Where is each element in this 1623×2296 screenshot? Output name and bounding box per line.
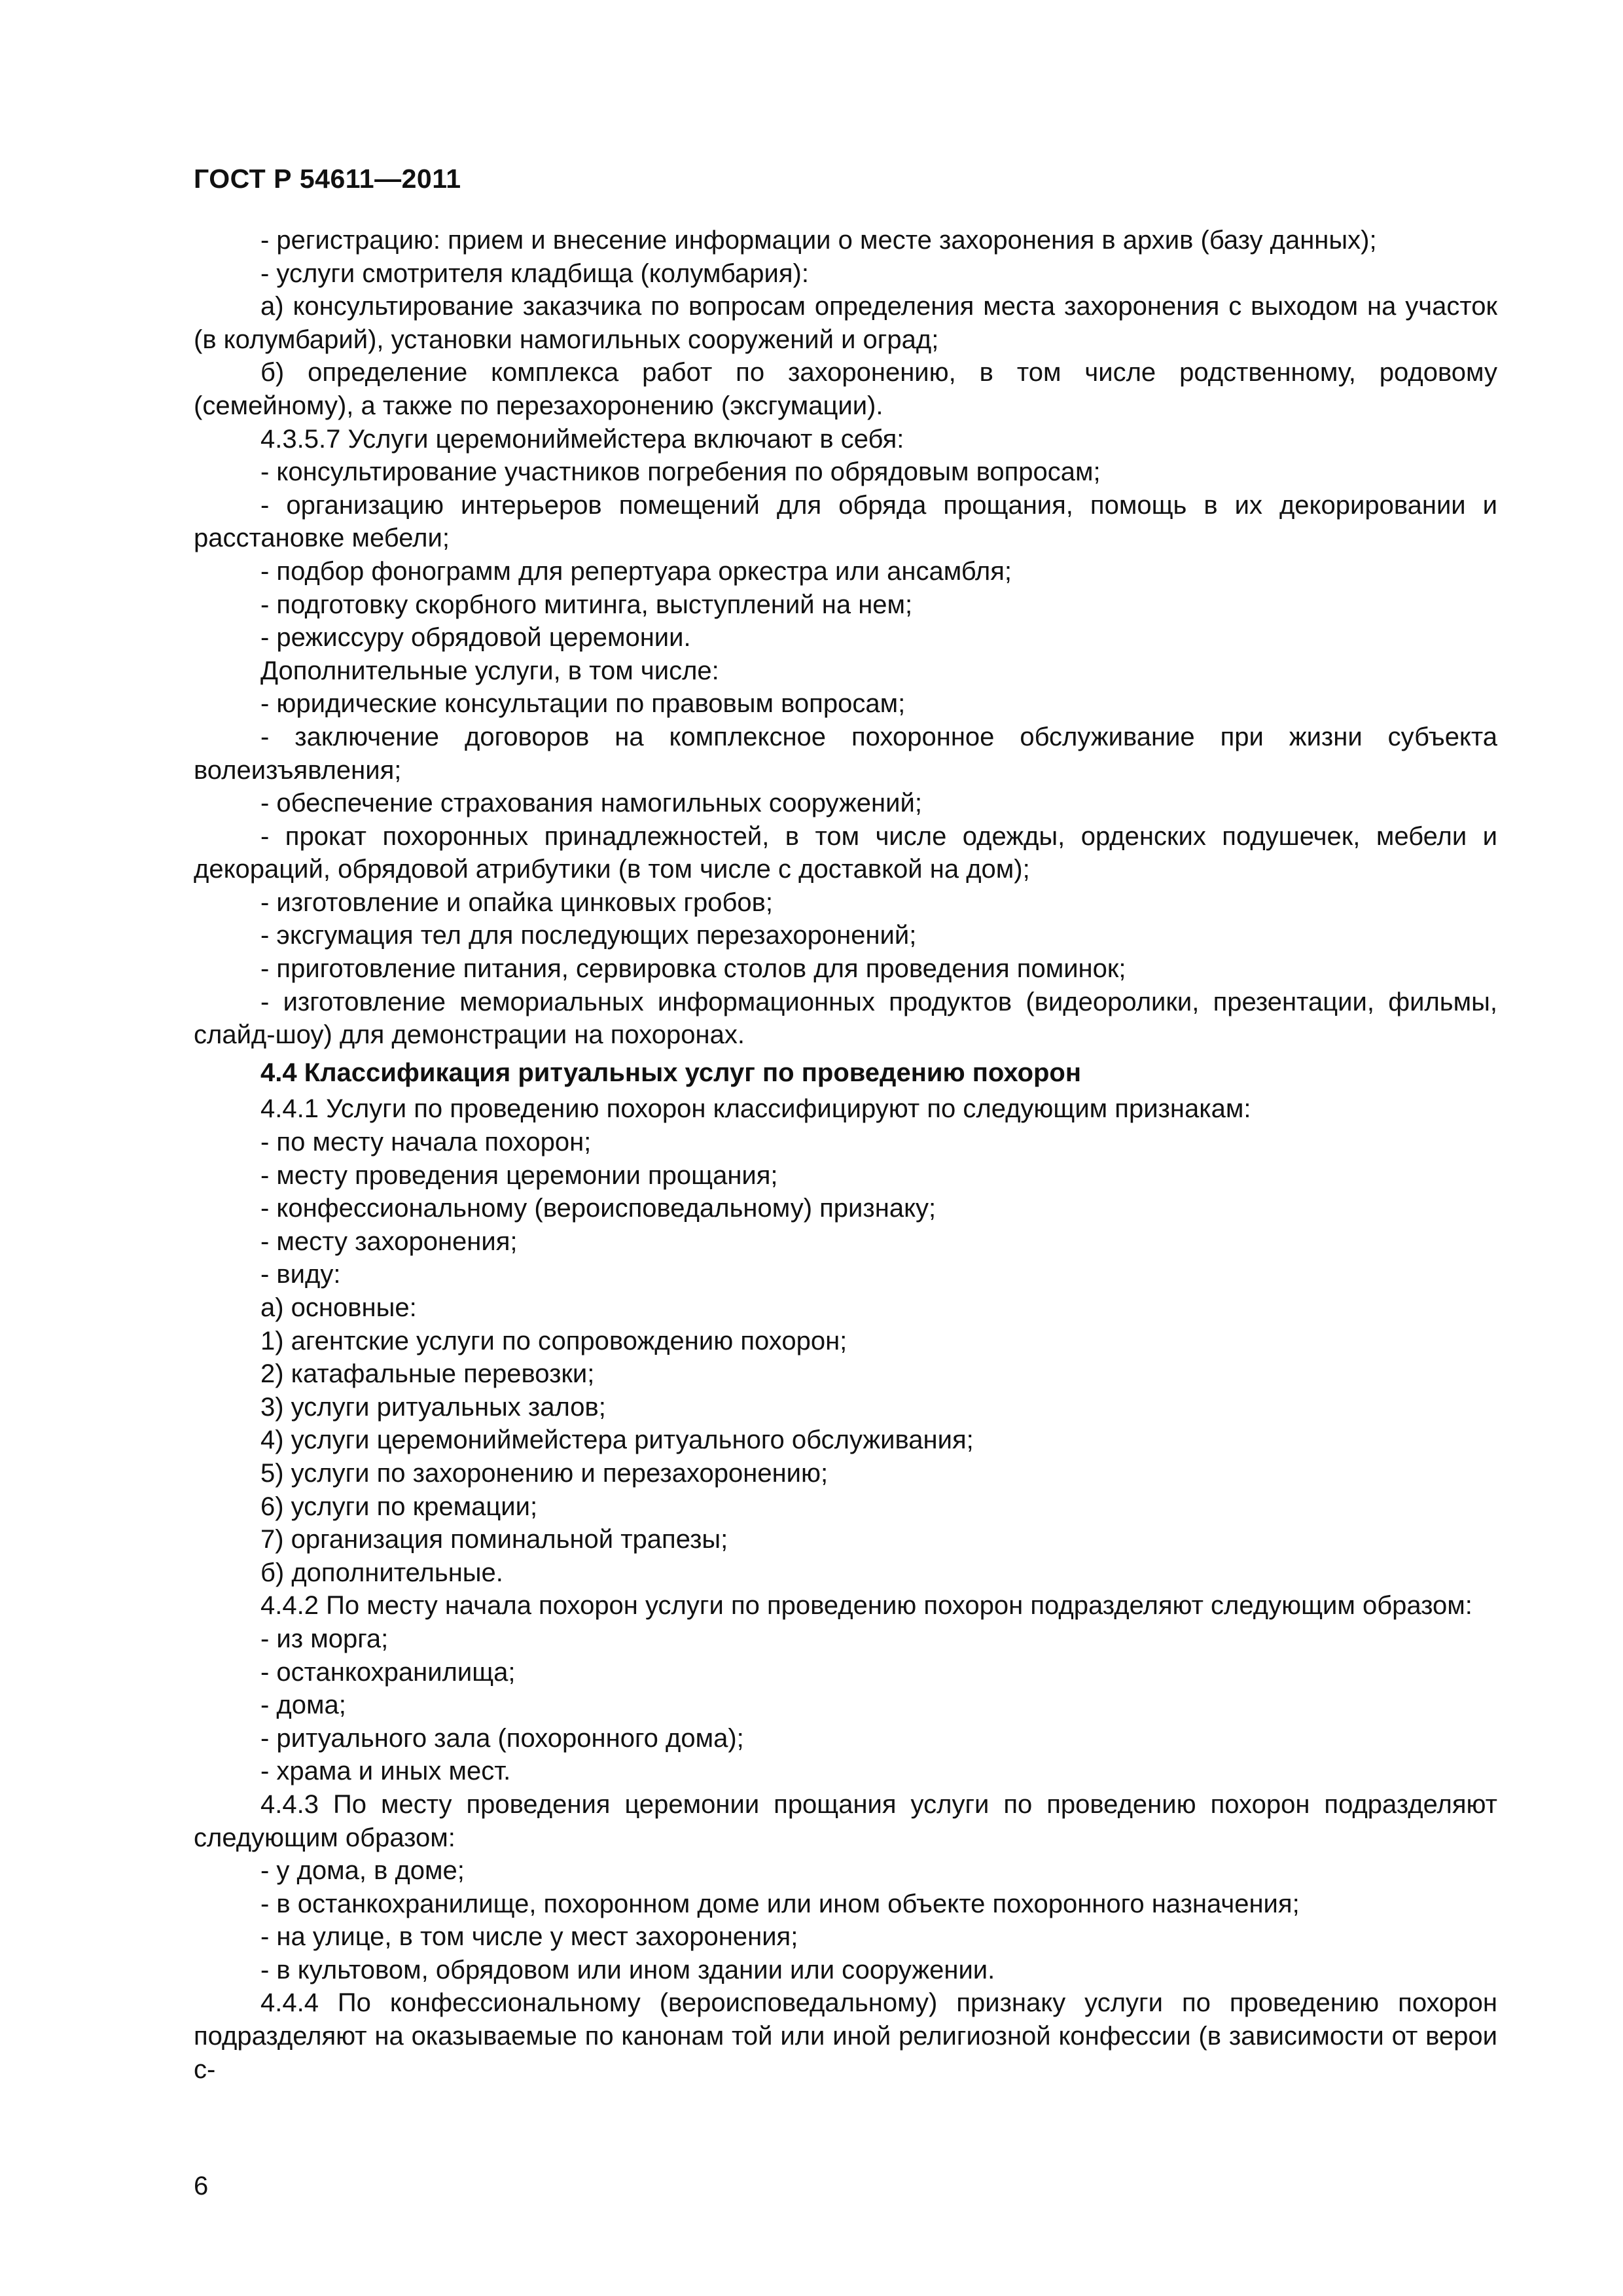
paragraph: 2) катафальные перевозки; <box>260 1359 595 1389</box>
document-header: ГОСТ Р 54611—2011 <box>194 164 461 194</box>
paragraph: - обеспечение страхования намогильных сооружений; <box>260 789 922 818</box>
paragraph: 5) услуги по захоронению и перезахоронению; <box>260 1458 829 1488</box>
page-number: 6 <box>194 2172 209 2200</box>
paragraph: - у дома, в доме; <box>260 1856 465 1886</box>
paragraph: 4.4.2 По месту начала похорон услуги по проведению похорон подразделяют следующим образом: <box>260 1591 1472 1621</box>
paragraph: - прокат похоронных принадлежностей, в том числе одежды, орденских подушечек, мебели и декораций, обрядовой атрибутики (в том числе с доставкой на дом); <box>194 821 1497 884</box>
paragraph: 4.4.3 По месту проведения церемонии прощания услуги по проведению похорон подразделяют следующим образом: <box>194 1789 1497 1852</box>
paragraph: 3) услуги ритуальных залов; <box>260 1392 606 1422</box>
paragraph: 4.3.5.7 Услуги церемониймейстера включают в себя: <box>260 424 904 454</box>
paragraph: - услуги смотрителя кладбища (колумбария): <box>260 259 809 288</box>
paragraph: - приготовление питания, сервировка столов для проведения поминок; <box>260 954 1126 984</box>
paragraph: - юридические консультации по правовым вопросам; <box>260 689 906 719</box>
paragraph: - эксгумация тел для последующих перезахоронений; <box>260 921 917 950</box>
paragraph: - останкохранилища; <box>260 1657 516 1687</box>
paragraph: - в культовом, обрядовом или ином здании или сооружении. <box>260 1955 995 1984</box>
paragraph: - режиссуру обрядовой церемонии. <box>260 623 691 653</box>
paragraph: - заключение договоров на комплексное похоронное обслуживание при жизни субъекта волеизъявления; <box>194 722 1497 785</box>
paragraph: - изготовление и опайка цинковых гробов; <box>260 888 773 917</box>
paragraph: а) основные: <box>260 1293 417 1322</box>
paragraph: 7) организация поминальной трапезы; <box>260 1525 728 1554</box>
paragraph: - регистрацию: прием и внесение информации о месте захоронения в архив (базу данных); <box>260 226 1377 255</box>
paragraph: - по месту начала похорон; <box>260 1128 592 1157</box>
paragraph: а) консультирование заказчика по вопросам определения места захоронения с выходом на участок (в колумбарий), установки намогильных сооружений и оград; <box>194 292 1497 354</box>
paragraph: - месту захоронения; <box>260 1227 518 1256</box>
paragraph: - конфессиональному (вероисповедальному) признаку; <box>260 1194 936 1223</box>
paragraph: - виду: <box>260 1260 341 1289</box>
paragraph: Дополнительные услуги, в том числе: <box>260 656 719 685</box>
paragraph: - организацию интерьеров помещений для обряда прощания, помощь в их декорировании и расстановке мебели; <box>194 490 1497 553</box>
paragraph: - из морга; <box>260 1624 389 1653</box>
document-body <box>194 224 1497 2086</box>
paragraph: 4) услуги церемониймейстера ритуального обслуживания; <box>260 1426 974 1455</box>
paragraph: - в останкохранилище, похоронном доме или ином объекте похоронного назначения; <box>260 1889 1300 1918</box>
paragraph: - подготовку скорбного митинга, выступлений на нем; <box>260 590 913 619</box>
paragraph: - храма и иных мест. <box>260 1757 511 1786</box>
paragraph: - дома; <box>260 1691 346 1720</box>
paragraph: - изготовление мемориальных информационных продуктов (видеоролики, презентации, фильмы, слайд-шоу) для демонстрации на похоронах. <box>194 987 1497 1050</box>
section-heading: 4.4 Классификация ритуальных услуг по проведению похорон <box>260 1058 1082 1087</box>
paragraph: 6) услуги по кремации; <box>260 1492 538 1521</box>
paragraph: б) определение комплекса работ по захоронению, в том числе родственному, родовому (семейному), а также по перезахоронению (эксгумации). <box>194 358 1497 420</box>
paragraph: б) дополнительные. <box>260 1558 503 1587</box>
paragraph: 4.4.4 По конфессиональному (вероисповедальному) признаку услуги по проведению похорон подразделяют на оказываемые по канонам той или иной религиозной конфессии (в зависимости от верои с- <box>194 1988 1497 2084</box>
paragraph: - консультирование участников погребения по обрядовым вопросам; <box>260 457 1101 487</box>
paragraph: - подбор фонограмм для репертуара оркестра или ансамбля; <box>260 556 1012 586</box>
paragraph: - месту проведения церемонии прощания; <box>260 1160 778 1190</box>
paragraph: 1) агентские услуги по сопровождению похорон; <box>260 1326 847 1355</box>
paragraph: - ритуального зала (похоронного дома); <box>260 1723 744 1753</box>
paragraph: - на улице, в том числе у мест захоронения; <box>260 1922 798 1952</box>
paragraph: 4.4.1 Услуги по проведению похорон классифицируют по следующим признакам: <box>260 1094 1251 1124</box>
